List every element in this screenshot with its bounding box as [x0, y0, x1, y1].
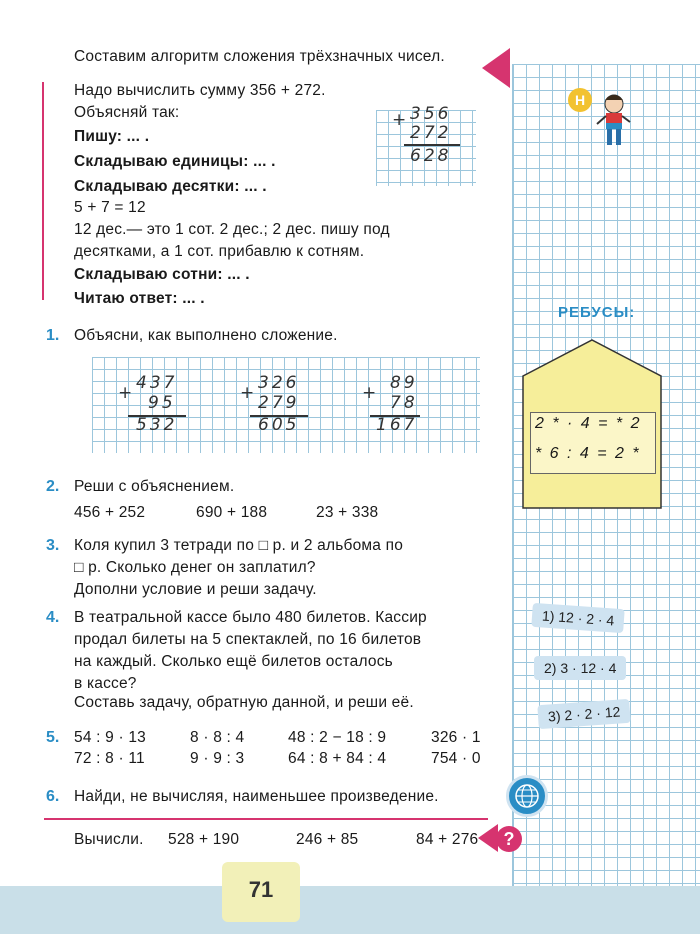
answer-card: 1) 12 · 2 · 4	[531, 603, 625, 633]
expression: 84 + 276	[416, 831, 479, 848]
expression: 246 + 85	[296, 831, 359, 848]
answer-card: 3) 2 · 2 · 12	[537, 699, 631, 729]
column-addend: 356	[410, 104, 452, 124]
task-text: в кассе?	[74, 675, 137, 692]
intro-step: Читаю ответ: ... .	[74, 290, 205, 307]
expression: 48 : 2 − 18 : 9	[288, 729, 387, 746]
expression: 456 + 252	[74, 504, 146, 521]
task-number: 4.	[46, 609, 60, 626]
expression: 690 + 188	[196, 504, 268, 521]
column-addend: 89	[390, 373, 418, 393]
intro-column-grid	[376, 104, 476, 186]
task-text: Дополни условие и реши задачу.	[74, 581, 317, 598]
intro-step: Пишу: ... .	[74, 128, 150, 145]
expression: 528 + 190	[168, 831, 240, 848]
pointer-arrow-icon	[478, 824, 498, 852]
task-number: 3.	[46, 537, 60, 554]
intro-line: десятками, а 1 сот. прибавлю к сотням.	[74, 243, 365, 260]
column-addend: 95	[148, 393, 176, 413]
page-number: 71	[222, 862, 300, 922]
column-op: +	[362, 383, 380, 403]
column-addend: 272	[410, 123, 452, 143]
expression: 754 · 0	[431, 750, 481, 767]
task-text: В театральной кассе было 480 билетов. Кассир	[74, 609, 427, 626]
intro-line: Объясняй так:	[74, 104, 180, 121]
bottom-band	[0, 886, 700, 934]
intro-line: Надо вычислить сумму 356 + 272.	[74, 82, 326, 99]
task-number: 2.	[46, 478, 60, 495]
column-addend: 437	[136, 373, 178, 393]
task-number: 1.	[46, 327, 60, 344]
intro-step: Складываю сотни: ... .	[74, 266, 250, 283]
intro-line: 5 + 7 = 12	[74, 199, 146, 216]
intro-line: 12 дес.— это 1 сот. 2 дес.; 2 дес. пишу под	[74, 221, 390, 238]
expression: 23 + 338	[316, 504, 379, 521]
expression: 9 · 9 : 3	[190, 750, 245, 767]
expression: 54 : 9 · 13	[74, 729, 146, 746]
intro-heading: Составим алгоритм сложения трёхзначных чисел.	[74, 48, 445, 65]
expression: 8 · 8 : 4	[190, 729, 245, 746]
task-text: Найди, не вычисляя, наименьшее произведение.	[74, 788, 439, 805]
section-divider	[44, 818, 488, 820]
task-text: на каждый. Сколько ещё билетов осталось	[74, 653, 393, 670]
column-op: +	[392, 110, 410, 130]
rebus-line: * 6 : 4 = 2 *	[535, 445, 641, 462]
badge-icon: Н	[568, 88, 592, 112]
expression: 72 : 8 · 11	[74, 750, 145, 767]
section-marker-icon	[482, 48, 510, 88]
task-text: Объясни, как выполнено сложение.	[74, 327, 338, 344]
expression: 326 · 1	[431, 729, 481, 746]
task-number: 6.	[46, 788, 60, 805]
column-op: +	[118, 383, 136, 403]
intro-bar	[42, 82, 44, 300]
footer-label: Вычисли.	[74, 831, 144, 848]
task-text: Коля купил 3 тетради по □ р. и 2 альбома по	[74, 537, 404, 554]
intro-step: Складываю единицы: ... .	[74, 153, 276, 170]
column-op: +	[240, 383, 258, 403]
column-addend: 78	[390, 393, 418, 413]
task-text: Реши с объяснением.	[74, 478, 235, 495]
intro-step: Складываю десятки: ... .	[74, 178, 267, 195]
expression: 64 : 8 + 84 : 4	[288, 750, 387, 767]
rebus-box	[530, 412, 656, 474]
answer-card: 2) 3 · 12 · 4	[534, 656, 626, 680]
column-sum: 167	[376, 415, 418, 435]
column-sum: 532	[136, 415, 178, 435]
column-sum: 605	[258, 415, 300, 435]
task-text: Составь задачу, обратную данной, и реши её.	[74, 694, 414, 711]
column-addend: 326	[258, 373, 300, 393]
rebus-title: РЕБУСЫ:	[558, 304, 636, 321]
rebus-line: 2 * · 4 = * 2	[535, 415, 642, 432]
task1-grid	[92, 357, 480, 453]
column-sum: 628	[410, 146, 452, 166]
question-icon: ?	[496, 826, 522, 852]
task-number: 5.	[46, 729, 60, 746]
task-text: продал билеты на 5 спектаклей, по 16 билетов	[74, 631, 422, 648]
boy-figure-icon	[594, 92, 634, 154]
task-text: □ р. Сколько денег он заплатил?	[74, 559, 316, 576]
globe-icon	[506, 775, 548, 817]
column-addend: 279	[258, 393, 300, 413]
